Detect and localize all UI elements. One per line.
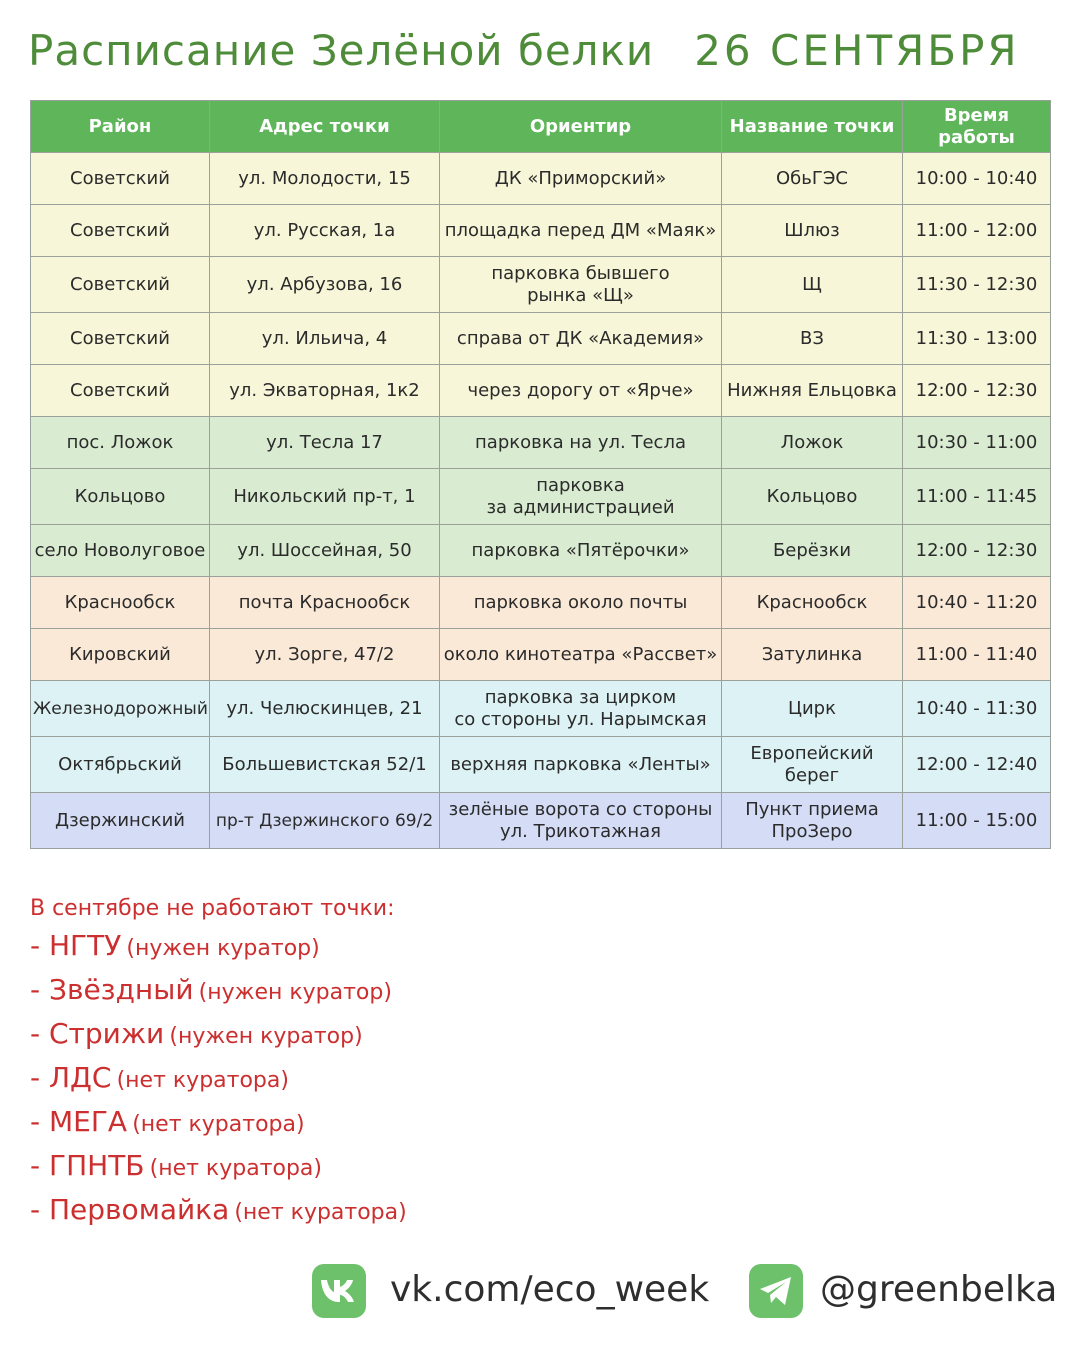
cell-landmark: площадка перед ДМ «Маяк» — [440, 205, 722, 257]
cell-address: ул. Молодости, 15 — [210, 153, 440, 205]
cell-landmark: парковка за администрацией — [440, 469, 722, 525]
cell-time: 12:00 - 12:30 — [903, 525, 1051, 577]
cell-district: Советский — [31, 365, 210, 417]
list-item — [30, 970, 730, 1014]
telegram-handle[interactable]: @greenbelka — [820, 1269, 1058, 1310]
cell-landmark: парковка на ул. Тесла — [440, 417, 722, 469]
header-landmark: Ориентир — [440, 101, 722, 153]
cell-landmark: верхняя парковка «Ленты» — [440, 737, 722, 793]
cell-time: 10:00 - 10:40 — [903, 153, 1051, 205]
closed-point-name: - ЛДС — [30, 1061, 112, 1094]
cell-point-name: Щ — [722, 257, 903, 313]
header-district: Район — [31, 101, 210, 153]
closed-point-status: (нужен куратор) — [198, 980, 392, 1005]
cell-point-name: Нижняя Ельцовка — [722, 365, 903, 417]
table-row — [31, 525, 1051, 577]
table-header-row — [31, 101, 1051, 153]
cell-point-name: Ложок — [722, 417, 903, 469]
cell-address: ул. Тесла 17 — [210, 417, 440, 469]
cell-address: ул. Шоссейная, 50 — [210, 525, 440, 577]
cell-district: Железнодорожный — [31, 681, 210, 737]
closed-point-status: (нет куратора) — [234, 1200, 407, 1225]
footer-contacts — [312, 1262, 1062, 1322]
cell-point-name: Цирк — [722, 681, 903, 737]
cell-time: 10:40 - 11:30 — [903, 681, 1051, 737]
cell-district: Советский — [31, 257, 210, 313]
cell-address: ул. Русская, 1а — [210, 205, 440, 257]
cell-time: 11:00 - 11:45 — [903, 469, 1051, 525]
table-row — [31, 469, 1051, 525]
list-item — [30, 1058, 730, 1102]
closed-point-name: - ГПНТБ — [30, 1149, 145, 1182]
notes-heading: В сентябре не работают точки: — [30, 896, 395, 921]
cell-point-name: Европейский берег — [722, 737, 903, 793]
cell-time: 10:40 - 11:20 — [903, 577, 1051, 629]
cell-time: 11:30 - 12:30 — [903, 257, 1051, 313]
cell-address: почта Краснообск — [210, 577, 440, 629]
cell-time: 12:00 - 12:40 — [903, 737, 1051, 793]
list-item — [30, 1014, 730, 1058]
cell-district: Советский — [31, 153, 210, 205]
cell-address: ул. Экваторная, 1к2 — [210, 365, 440, 417]
cell-time: 11:00 - 15:00 — [903, 793, 1051, 849]
cell-point-name: ВЗ — [722, 313, 903, 365]
cell-point-name: ОбьГЭС — [722, 153, 903, 205]
cell-landmark: парковка «Пятёрочки» — [440, 525, 722, 577]
title-date: 26 СЕНТЯБРЯ — [694, 26, 1020, 75]
cell-address: ул. Ильича, 4 — [210, 313, 440, 365]
cell-address: Большевистская 52/1 — [210, 737, 440, 793]
closed-point-name: - Стрижи — [30, 1017, 165, 1050]
cell-district: Кировский — [31, 629, 210, 681]
cell-point-name: Кольцово — [722, 469, 903, 525]
cell-point-name: Берёзки — [722, 525, 903, 577]
cell-address: ул. Челюскинцев, 21 — [210, 681, 440, 737]
cell-district: Октябрьский — [31, 737, 210, 793]
table-row — [31, 577, 1051, 629]
vk-logo-icon[interactable] — [312, 1264, 366, 1318]
cell-time: 12:00 - 12:30 — [903, 365, 1051, 417]
table-row — [31, 417, 1051, 469]
cell-landmark: ДК «Приморский» — [440, 153, 722, 205]
table-row — [31, 365, 1051, 417]
title-main: Расписание Зелёной белки — [28, 26, 655, 75]
table-row — [31, 793, 1051, 849]
cell-landmark: парковка бывшего рынка «Щ» — [440, 257, 722, 313]
header-work-time: Время работы — [903, 101, 1051, 153]
cell-time: 11:00 - 11:40 — [903, 629, 1051, 681]
cell-landmark: через дорогу от «Ярче» — [440, 365, 722, 417]
cell-address: пр-т Дзержинского 69/2 — [210, 793, 440, 849]
list-item — [30, 1190, 730, 1234]
closed-point-name: - Звёздный — [30, 973, 194, 1006]
vk-link[interactable]: vk.com/eco_week — [390, 1269, 710, 1310]
table-row — [31, 257, 1051, 313]
table-row — [31, 205, 1051, 257]
telegram-logo-icon[interactable] — [749, 1264, 803, 1318]
cell-address: ул. Арбузова, 16 — [210, 257, 440, 313]
header-address: Адрес точки — [210, 101, 440, 153]
cell-address: ул. Зорге, 47/2 — [210, 629, 440, 681]
list-item — [30, 1102, 730, 1146]
cell-time: 11:00 - 12:00 — [903, 205, 1051, 257]
cell-time: 11:30 - 13:00 — [903, 313, 1051, 365]
cell-district: пос. Ложок — [31, 417, 210, 469]
list-item — [30, 1146, 730, 1190]
cell-point-name: Краснообск — [722, 577, 903, 629]
closed-point-status: (нужен куратор) — [169, 1024, 363, 1049]
page-title — [28, 26, 1068, 75]
closed-point-name: - Первомайка — [30, 1193, 230, 1226]
cell-district: Дзержинский — [31, 793, 210, 849]
table-row — [31, 629, 1051, 681]
cell-address: Никольский пр-т, 1 — [210, 469, 440, 525]
list-item — [30, 926, 730, 970]
closed-point-status: (нужен куратор) — [126, 936, 320, 961]
closed-point-name: - НГТУ — [30, 929, 122, 962]
cell-district: Советский — [31, 205, 210, 257]
closed-point-status: (нет куратора) — [132, 1112, 305, 1137]
cell-landmark: зелёные ворота со стороны ул. Трикотажная — [440, 793, 722, 849]
cell-district: село Новолуговое — [31, 525, 210, 577]
schedule-table — [30, 100, 1051, 849]
cell-landmark: справа от ДК «Академия» — [440, 313, 722, 365]
cell-landmark: парковка за цирком со стороны ул. Нарымская — [440, 681, 722, 737]
header-point-name: Название точки — [722, 101, 903, 153]
closed-point-status: (нет куратора) — [149, 1156, 322, 1181]
cell-district: Кольцово — [31, 469, 210, 525]
closed-point-status: (нет куратора) — [116, 1068, 289, 1093]
table-row — [31, 313, 1051, 365]
closed-point-name: - МЕГА — [30, 1105, 128, 1138]
cell-district: Краснообск — [31, 577, 210, 629]
cell-time: 10:30 - 11:00 — [903, 417, 1051, 469]
table-row — [31, 737, 1051, 793]
cell-landmark: около кинотеатра «Рассвет» — [440, 629, 722, 681]
closed-points-notes — [30, 892, 730, 1234]
table-row — [31, 681, 1051, 737]
table-row — [31, 153, 1051, 205]
cell-point-name: Шлюз — [722, 205, 903, 257]
cell-point-name: Затулинка — [722, 629, 903, 681]
cell-landmark: парковка около почты — [440, 577, 722, 629]
cell-point-name: Пункт приема ПроЗеро — [722, 793, 903, 849]
cell-district: Советский — [31, 313, 210, 365]
